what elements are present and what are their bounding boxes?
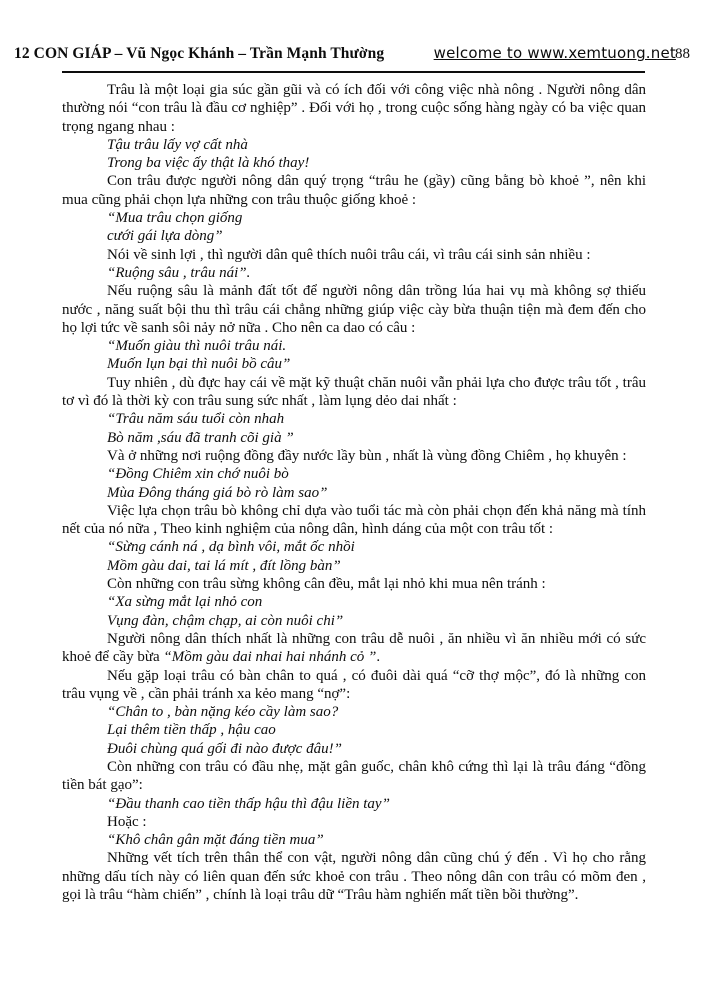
verse-line: Vụng đàn, chậm chạp, ai còn nuôi chi” [107,612,344,629]
paragraph: Con trâu được người nông dân quý trọng “trâu he (gầy) cũng bằng bò khoẻ ”, nên khi mua cũng phải chọn lựa những con trâu thuộc giống khoẻ : [62,173,646,208]
verse-line: “Mua trâu chọn giống [107,210,243,227]
verse-line: Trong ba việc ấy thật là khó thay! [107,155,310,172]
paragraph: Nếu gặp loại trâu có bàn chân to quá , có đuôi dài quá “cỡ thợ mộc”, đó là những con trâu vụng về , cần phải tránh xa kẻo mang “nợ”: [62,667,646,702]
welcome-link[interactable]: welcome to www.xemtuong.net [433,44,676,62]
text-run: . [376,649,381,666]
header-right [434,44,690,63]
paragraph [62,630,646,667]
verse-line: cưới gái lựa dòng” [107,228,223,245]
paragraph: Hoặc : [107,813,147,830]
paragraph: Nói về sinh lợi , thì người dân quê thích nuôi trâu cái, vì trâu cái sinh sản nhiều : [107,246,591,263]
verse-line: “Sừng cánh ná , dạ bình vôi, mắt ốc nhồi [107,539,355,556]
verse-line: “Trâu năm sáu tuổi còn nhah [107,411,285,428]
inline-quote: “Mồm gàu dai nhai hai nhánh cỏ ” [163,649,377,666]
verse-line: Đuôi chùng quá gối đi nào được đâu!” [107,740,342,757]
header-divider [62,71,645,73]
verse-line: “Ruộng sâu , trâu nái”. [107,264,251,281]
paragraph: Nếu ruộng sâu là mảnh đất tốt để người nông dân trồng lúa hai vụ mà không sợ thiếu nước , năng suất bội thu thì trâu cái chẳng những giúp việc cày bừa thuận tiện mà đem đến cho họ lợi tức về sanh sôi nảy nở nữa . Cho nên ca dao có câu : [62,283,646,336]
verse-line: Muốn lụn bại thì nuôi bồ câu” [107,356,291,373]
paragraph: Tuy nhiên , dù đực hay cái về mặt kỹ thuật chăn nuôi vẫn phải lựa cho được trâu tốt , trâu tơ vì đó là thời kỳ con trâu sung sức nhất , làm lụng dẻo dai nhất : [62,374,646,410]
page-number: 88 [675,46,690,62]
verse-line: Mùa Đông tháng giá bò rò làm sao” [107,484,328,501]
verse-line: Mồm gàu dai, tai lá mít , đít lồng bàn” [107,557,341,574]
verse-line: “Chân to , bàn nặng kéo cầy làm sao? [107,704,339,721]
verse-line: Bò năm ,sáu đã tranh cõi già ” [107,429,294,446]
paragraph: Trâu là một loại gia súc gần gũi và có ích đối với công việc nhà nông . Người nông dân thường nói “con trâu là đầu cơ nghiệp” . Đối với họ , trong cuộc sống hàng ngày có ba việc quan trọng ngang nhau : [62,82,646,135]
page-header [14,44,690,63]
verse-line: “Muốn giàu thì nuôi trâu nái. [107,338,287,355]
verse-line: Tậu trâu lấy vợ cất nhà [107,136,248,153]
paragraph: Những vết tích trên thân thể con vật, người nông dân cũng chú ý đến . Vì họ cho rằng những dấu tích này có liên quan đến sức khoẻ con trâu . Theo nông dân con trâu có mõm đen , gọi là trâu “hàm chiến” , chính là loại trâu dữ “Trâu hàm nghiến mất tiền bồi thường”. [62,850,646,904]
paragraph: Việc lựa chọn trâu bò không chỉ dựa vào tuổi tác mà còn phải chọn đến khả năng mà tính nết của nó nữa , Theo kinh nghiệm của nông dân, hình dáng của một con trâu tốt : [62,502,646,538]
book-title: 12 CON GIÁP – Vũ Ngọc Khánh – Trần Mạnh Thường [14,45,385,62]
paragraph: Và ở những nơi ruộng đồng đầy nước lầy bùn , nhất là vùng đồng Chiêm , họ khuyên : [107,447,627,464]
verse-line: “Đầu thanh cao tiền thấp hậu thì đậu liền tay” [107,795,390,812]
paragraph: Còn những con trâu sừng không cân đều, mắt lại nhỏ khi mua nên tránh : [107,576,546,593]
paragraph: Còn những con trâu có đầu nhẹ, mặt gân guốc, chân khô cứng thì lại là trâu đáng “đồng tiền bát gạo”: [62,758,646,794]
verse-line: “Xa sừng mắt lại nhỏ con [107,594,263,611]
verse-line: “Khô chân gân mặt đáng tiền mua” [107,832,324,849]
text-run: Người nông dân thích nhất là những con trâu dễ nuôi , ăn nhiều vì ăn nhiều mới có sức khoẻ để cầy bừa [62,630,646,666]
page-body [62,81,646,904]
verse-line: “Đồng Chiêm xin chớ nuôi bò [107,466,289,483]
verse-line: Lại thêm tiền thấp , hậu cao [107,722,276,739]
